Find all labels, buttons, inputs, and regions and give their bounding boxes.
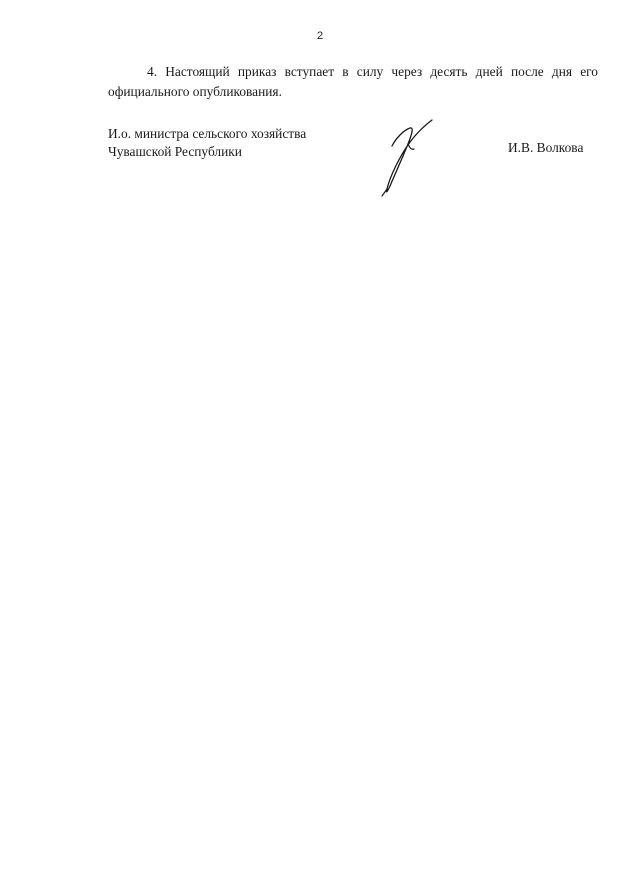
handwritten-signature: [374, 116, 444, 200]
signer-name: И.В. Волкова: [508, 140, 584, 155]
signatory-title-line-2: Чувашской Республики: [108, 144, 242, 159]
page-number: 2: [316, 30, 324, 42]
signatory-title: [108, 125, 306, 161]
signatory-title-line-1: И.о. министра сельского хозяйства: [108, 126, 307, 141]
order-paragraph-4: 4. Настоящий приказ вступает в силу через десять дней после дня его официального опубликования.: [108, 64, 598, 99]
